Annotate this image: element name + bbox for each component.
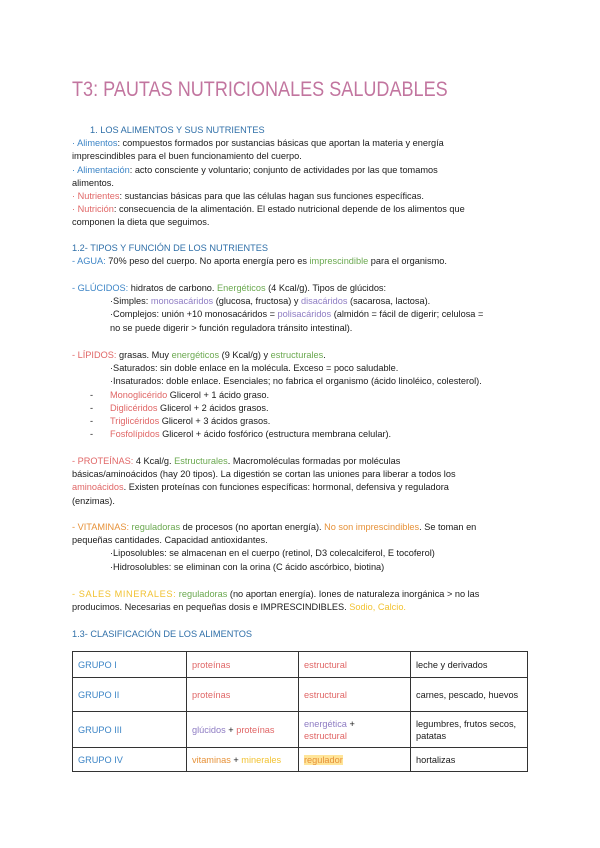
vitaminas-label: - VITAMINAS:	[72, 522, 129, 532]
sales-line-2	[72, 601, 532, 614]
disa-term: disacáridos	[300, 296, 348, 307]
grupo-cell: GRUPO I	[73, 652, 187, 678]
foods-cell: hortalizas	[411, 748, 528, 772]
proteinas-label: - PROTEÍNAS:	[72, 456, 134, 466]
vitaminas-line	[72, 521, 532, 534]
def-text: : sustancias básicas para que las células hagan sus funciones específicas.	[119, 191, 424, 202]
lipidos-energ: energéticos	[171, 350, 220, 360]
proteinas-line	[72, 455, 532, 468]
vitaminas-hidro: ·Hidrosolubles: se eliminan con la orina (C ácido ascórbico, biotina)	[110, 561, 385, 572]
comp-b: (almidón = fácil de digerir; celulosa =	[331, 309, 484, 320]
def-term: · Alimentación	[72, 164, 130, 175]
lipidos-item	[72, 389, 532, 402]
simples-b: (glucosa, fructosa) y	[213, 296, 301, 307]
def-nutrientes	[72, 190, 532, 203]
function-1: regulador	[304, 754, 343, 765]
function-cell	[299, 712, 411, 748]
dash: -	[90, 429, 94, 440]
sales-l2: producimos. Necesarias en pequeñas dosis e IMPRESCINDIBLES.	[72, 602, 350, 613]
lipidos-item	[72, 415, 532, 428]
vitaminas-block	[72, 521, 532, 574]
foods-cell: leche y derivados	[411, 652, 528, 678]
glucidos-energ: Energéticos	[217, 283, 266, 293]
nutrient-1: proteínas	[192, 659, 231, 670]
section-1-heading: 1. LOS ALIMENTOS Y SUS NUTRIENTES	[90, 125, 265, 135]
def-term: · Nutrición	[72, 204, 114, 215]
grupo-cell: GRUPO II	[73, 678, 187, 712]
mono-term: monosacáridos	[150, 296, 214, 307]
agua-line	[72, 255, 532, 268]
proteinas-text-2: . Macromoléculas formadas por moléculas	[227, 456, 401, 466]
def-nutricion	[72, 203, 532, 216]
glucidos-text: hidratos de carbono.	[128, 283, 218, 293]
glucidos-text-2: (4 Kcal/g). Tipos de glúcidos:	[265, 283, 387, 293]
lipidos-text-3: .	[323, 350, 326, 360]
simples-c: (sacarosa, lactosa).	[347, 296, 431, 307]
function-cell	[299, 652, 411, 678]
vitaminas-line-2: pequeñas cantidades. Capacidad antioxidantes.	[72, 535, 268, 546]
glucidos-block	[72, 282, 532, 335]
simples-a: ·Simples:	[110, 296, 151, 307]
proteinas-text: 4 Kcal/g.	[133, 456, 175, 466]
nutrient-cell	[187, 712, 299, 748]
sales-reg: reguladoras	[176, 589, 228, 599]
def-text: : compuestos formados por sustancias básicas que aportan la materia y energía	[117, 138, 444, 149]
def-text: : acto consciente y voluntario; conjunto de actividades por las que tomamos	[129, 164, 438, 175]
item-text: Glicerol + 1 ácido graso.	[167, 389, 270, 400]
item-term: Triglicéridos	[110, 416, 160, 427]
proteinas-line-3	[72, 481, 532, 494]
proteinas-block	[72, 455, 532, 508]
lipidos-saturados: ·Saturados: sin doble enlace en la molécula. Exceso = poco saludable.	[110, 363, 399, 374]
function-cell	[299, 748, 411, 772]
glucidos-complejos	[72, 308, 532, 321]
sales-label: - SALES MINERALES:	[72, 589, 177, 599]
table-row	[73, 712, 528, 748]
vitaminas-noimp: No son imprescindibles	[324, 522, 420, 532]
item-text: Glicerol + ácido fosfórico (estructura membrana celular).	[159, 429, 392, 440]
amino-term: aminoácidos	[72, 482, 124, 493]
lipidos-line	[72, 349, 532, 362]
def-alimentacion	[72, 164, 532, 177]
function-cell	[299, 678, 411, 712]
lipidos-text: grasas. Muy	[116, 350, 172, 360]
comp-a: ·Complejos: unión +10 monosacáridos =	[110, 309, 278, 320]
section-12-heading: 1.2- TIPOS Y FUNCIÓN DE LOS NUTRIENTES	[72, 243, 269, 253]
dash: -	[90, 389, 94, 400]
def-text: : consecuencia de la alimentación. El estado nutricional depende de los alimentos que	[113, 204, 465, 215]
table-row	[73, 748, 528, 772]
food-classification-table	[72, 651, 528, 772]
lipidos-text-2: (9 Kcal/g) y	[219, 350, 271, 360]
def-cont: imprescindibles para el buen funcionamiento del cuerpo.	[72, 151, 302, 162]
proteinas-line-4: (enzimas).	[72, 495, 115, 506]
def-term: · Alimentos	[72, 138, 118, 149]
item-term: Fosfolípidos	[110, 429, 160, 440]
lipidos-label: - LÍPIDOS:	[72, 350, 117, 360]
agua-imp: imprescindible	[309, 256, 369, 267]
lipidos-estr: estructurales	[270, 350, 324, 360]
grupo-cell: GRUPO III	[73, 712, 187, 748]
lipidos-block	[72, 349, 532, 441]
def-cont: componen la dieta que seguimos.	[72, 217, 210, 228]
section-1	[72, 124, 532, 230]
sales-block	[72, 588, 532, 614]
def-alimentos	[72, 137, 532, 150]
item-text: Glicerol + 2 ácidos grasos.	[157, 402, 269, 413]
section-12	[72, 242, 532, 268]
nutrient-2: proteínas	[236, 724, 275, 735]
nutrient-cell	[187, 652, 299, 678]
lipidos-insaturados: ·Insaturados: doble enlace. Esenciales; no fabrica el organismo (ácido linoléico, colesterol).	[110, 376, 482, 387]
vitaminas-text: de procesos (no aportan energía).	[180, 522, 325, 532]
lipidos-item	[72, 428, 532, 441]
dash: -	[90, 416, 94, 427]
foods-cell: legumbres, frutos secos, patatas	[411, 712, 528, 748]
lipidos-item	[72, 402, 532, 415]
plus: +	[230, 754, 242, 765]
section-13-heading: 1.3- CLASIFICACIÓN DE LOS ALIMENTOS	[72, 629, 253, 639]
vitaminas-lipo: ·Liposolubles: se almacenan en el cuerpo (retinol, D3 colecalciferol, E tocoferol)	[110, 548, 435, 559]
item-text: Glicerol + 3 ácidos grasos.	[159, 416, 271, 427]
sales-ej: Sodio, Calcio.	[349, 602, 406, 613]
agua-label: - AGUA:	[72, 256, 106, 267]
sales-text: (no aportan energía). Iones de naturaleza inorgánica > no las	[227, 589, 480, 599]
proteinas-l3: . Existen proteínas con funciones específicas: hormonal, defensiva y reguladora	[123, 482, 449, 493]
nutrient-1: proteínas	[192, 689, 231, 700]
foods-cell: carnes, pescado, huevos	[411, 678, 528, 712]
vitaminas-reg: reguladoras	[129, 522, 181, 532]
table-row	[73, 678, 528, 712]
proteinas-line-2: básicas/aminoácidos (hay 20 tipos). La digestión se cortan las uniones para liberar a todos los	[72, 469, 456, 480]
function-2: estructural	[304, 730, 347, 741]
glucidos-complejos-cont: no se puede digerir > función reguladora tránsito intestinal).	[110, 322, 353, 333]
function-plus: +	[346, 718, 355, 729]
sales-line	[72, 588, 532, 601]
agua-text-2: para el organismo.	[368, 256, 447, 267]
grupo-cell: GRUPO IV	[73, 748, 187, 772]
table-row	[73, 652, 528, 678]
plus: +	[225, 724, 237, 735]
agua-text: 70% peso del cuerpo. No aporta energía pero es	[105, 256, 310, 267]
function-1: estructural	[304, 659, 347, 670]
page-title: T3: PAUTAS NUTRICIONALES SALUDABLES	[72, 78, 448, 101]
glucidos-line	[72, 282, 532, 295]
def-cont: alimentos.	[72, 177, 114, 188]
nutrient-2: minerales	[241, 754, 282, 765]
glucidos-label: - GLÚCIDOS:	[72, 283, 129, 293]
nutrient-cell	[187, 748, 299, 772]
nutrient-1: glúcidos	[192, 724, 226, 735]
nutrient-cell	[187, 678, 299, 712]
item-term: Diglicéridos	[110, 402, 158, 413]
poli-term: polisacáridos	[277, 309, 332, 320]
function-1: energética	[304, 718, 347, 729]
vitaminas-text-2: . Se toman en	[419, 522, 477, 532]
item-term: Monoglicérido	[110, 389, 168, 400]
glucidos-simples	[72, 295, 532, 308]
dash: -	[90, 402, 94, 413]
nutrient-1: vitaminas	[192, 754, 231, 765]
proteinas-estr: Estructurales	[174, 456, 228, 466]
def-term: · Nutrientes	[72, 191, 120, 202]
function-1: estructural	[304, 689, 347, 700]
